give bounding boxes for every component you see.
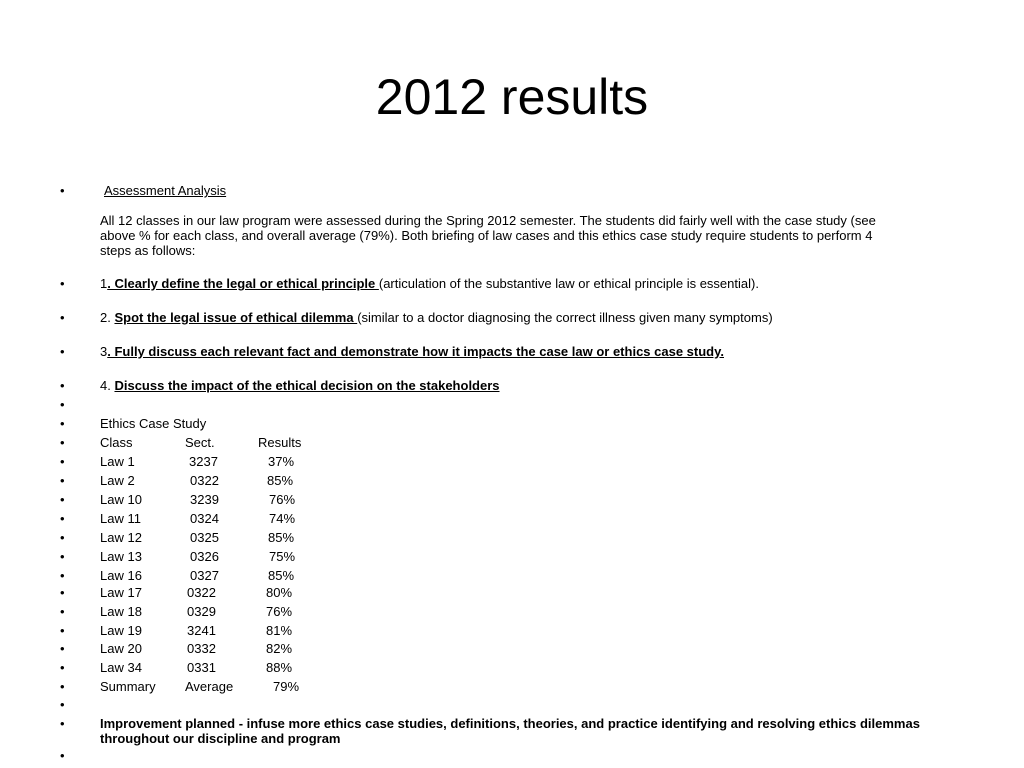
step-3-number: 3 [100,344,108,359]
bullet-icon: • [60,748,65,763]
bullet-icon: • [60,716,65,731]
cell-sect: 0331 [187,660,216,675]
bullet-icon: • [60,511,65,526]
cell-sect: 0327 [190,568,219,583]
bullet-icon: • [60,310,65,325]
cell-sect: 3237 [189,454,218,469]
step-4 [100,378,980,393]
cell-result: 76% [266,604,293,619]
bullet-icon: • [60,549,65,564]
cell-sect: 0322 [190,473,219,488]
summary-label: Summary [100,679,156,694]
assessment-paragraph-line-1: All 12 classes in our law program were assessed during the Spring 2012 semester. The students did fairly well with the case study (see [100,213,876,228]
table-caption: Ethics Case Study [100,416,207,431]
cell-result: 37% [268,454,295,469]
bullet-icon: • [60,660,65,675]
assessment-paragraph-line-2: above % for each class, and overall average (79%). Both briefing of law cases and this ethics case study require students to perform 4 [100,228,873,243]
cell-class: Law 20 [100,641,142,656]
cell-class: Law 12 [100,530,142,545]
cell-sect: 0324 [190,511,219,526]
header-sect: Sect. [185,435,215,450]
step-1 [100,276,980,291]
cell-class: Law 34 [100,660,142,675]
bullet-icon: • [60,416,65,431]
cell-sect: 3241 [187,623,216,638]
cell-class: Law 11 [100,511,141,526]
summary-average-value: 79% [273,679,300,694]
cell-sect: 0325 [190,530,219,545]
step-2-number: 2. [100,310,115,325]
cell-sect: 3239 [190,492,219,507]
cell-class: Law 1 [100,454,135,469]
bullet-icon: • [60,454,65,469]
cell-result: 75% [269,549,296,564]
bullet-icon: • [60,378,65,393]
assessment-paragraph-line-3: steps as follows: [100,243,196,258]
cell-result: 81% [266,623,293,638]
cell-result: 80% [266,585,293,600]
assessment-heading-text: Assessment Analysis [104,183,227,198]
cell-class: Law 18 [100,604,142,619]
bullet-icon: • [60,344,65,359]
cell-result: 88% [266,660,293,675]
step-2-title: Spot the legal issue of ethical dilemma [114,310,358,325]
bullet-icon: • [60,492,65,507]
cell-class: Law 17 [100,585,142,600]
cell-result: 76% [269,492,296,507]
bullet-icon: • [60,473,65,488]
step-2 [100,310,980,325]
cell-result: 74% [269,511,296,526]
bullet-icon: • [60,641,65,656]
bullet-icon: • [60,697,65,712]
step-4-title: Discuss the impact of the ethical decision on the stakeholders [114,378,500,393]
bullet-icon: • [60,623,65,638]
header-class: Class [100,435,133,450]
cell-result: 85% [268,530,295,545]
bullet-icon: • [60,568,65,583]
cell-result: 85% [268,568,295,583]
improvement-line-1: Improvement planned - infuse more ethics case studies, definitions, theories, and practice identifying and resolving ethics dilemmas [100,716,920,731]
bullet-icon: • [60,397,65,412]
bullet-icon: • [60,530,65,545]
slide-title: 2012 results [375,69,649,125]
cell-class: Law 19 [100,623,142,638]
step-2-description: (similar to a doctor diagnosing the correct illness given many symptoms) [357,310,773,325]
summary-average-label: Average [185,679,234,694]
cell-sect: 0332 [187,641,216,656]
bullet-icon: • [60,585,65,600]
step-4-number: 4. [100,378,115,393]
cell-class: Law 2 [100,473,135,488]
cell-sect: 0329 [187,604,216,619]
cell-sect: 0322 [187,585,216,600]
improvement-line-2: throughout our discipline and program [100,731,341,746]
step-1-number: 1 [100,276,108,291]
cell-result: 82% [266,641,293,656]
bullet-icon: • [60,679,65,694]
step-1-title: . Clearly define the legal or ethical principle [107,276,379,291]
cell-result: 85% [267,473,294,488]
bullet-icon: • [60,183,65,198]
bullet-icon: • [60,604,65,619]
bullet-icon: • [60,276,65,291]
step-3-title: . Fully discuss each relevant fact and demonstrate how it impacts the case law or ethics case study. [107,344,724,359]
header-results: Results [258,435,302,450]
bullet-icon: • [60,435,65,450]
cell-class: Law 13 [100,549,142,564]
assessment-heading [104,183,984,198]
step-3 [100,344,980,359]
cell-class: Law 10 [100,492,142,507]
cell-sect: 0326 [190,549,219,564]
cell-class: Law 16 [100,568,142,583]
step-1-description: (articulation of the substantive law or ethical principle is essential). [378,276,759,291]
